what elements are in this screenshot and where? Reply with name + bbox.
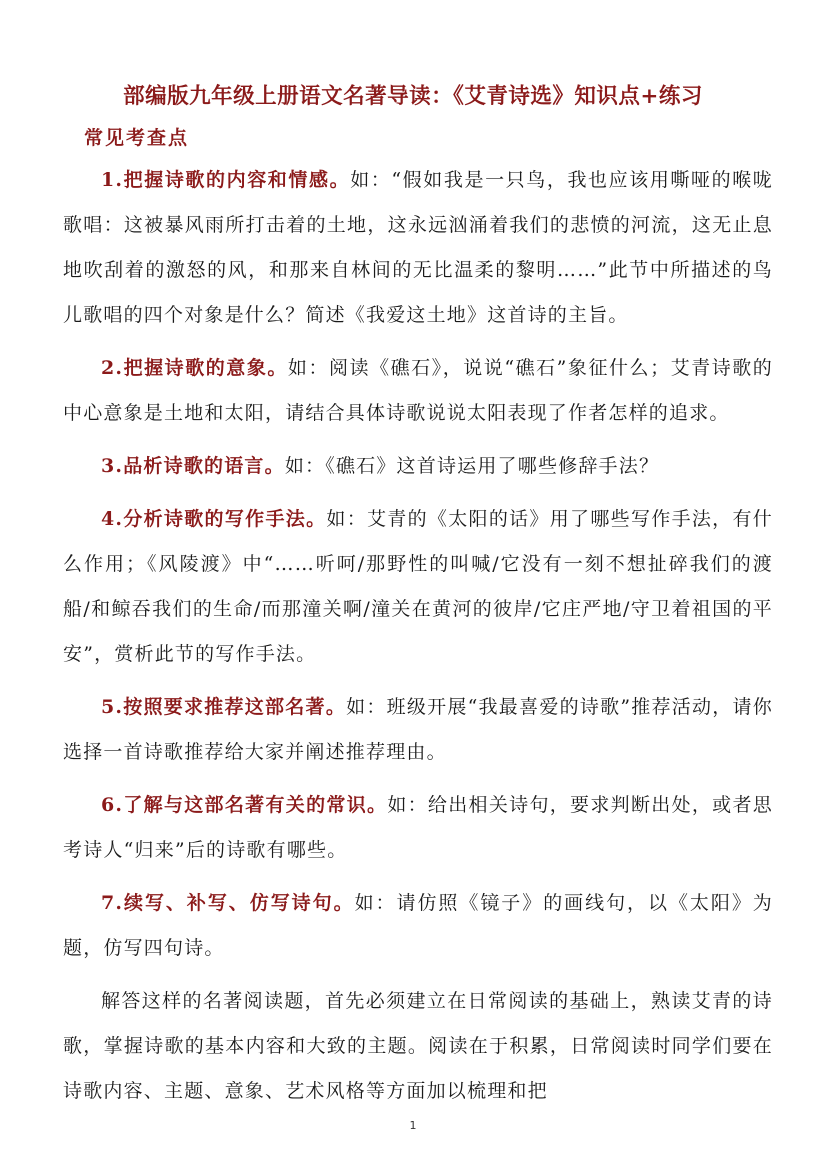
item-label: 5.按照要求推荐这部名著。 (101, 696, 347, 718)
list-item-7 (63, 881, 773, 971)
item-text: 如：“假如我是一只鸟，我也应该用嘶哑的喉咙歌唱：这被暴风雨所打击着的土地，这永远汹涌着我们的悲愤的河流，这无止息地吹刮着的激怒的风，和那来自林间的无比温柔的黎明……”此节中所描述的鸟儿歌唱的四个对象是什么？简述《我爱这土地》这首诗的主旨。 (63, 169, 774, 326)
item-label: 6.了解与这部名著有关的常识。 (101, 794, 388, 816)
document-body (63, 158, 773, 1114)
item-text: 如：《礁石》这首诗运用了哪些修辞手法？ (284, 455, 660, 477)
page-number: 1 (409, 1119, 417, 1132)
item-label: 3.品析诗歌的语言。 (101, 455, 285, 477)
list-item-4 (63, 497, 773, 677)
list-item-2 (63, 346, 773, 436)
list-item-6 (63, 783, 773, 873)
item-text: 如：班级开展“我最喜爱的诗歌”推荐活动，请你选择一首诗歌推荐给大家并阐述推荐理由。 (63, 696, 774, 763)
item-text: 如：艾青的《太阳的话》用了哪些写作手法，有什么作用；《风陵渡》中“……听呵/那野性的叫喊/它没有一刻不想扯碎我们的渡船/和鲸吞我们的生命/而那潼关啊/潼关在黄河的彼岸/它庄严地/守卫着祖国的平安”，赏析此节的写作手法。 (63, 508, 773, 665)
item-label: 2.把握诗歌的意象。 (101, 357, 288, 379)
section-heading: 常见考查点 (84, 127, 190, 149)
list-item-5 (63, 685, 773, 775)
item-label: 4.分析诗歌的写作手法。 (101, 508, 327, 530)
closing-paragraph: 解答这样的名著阅读题，首先必须建立在日常阅读的基础上，熟读艾青的诗歌，掌握诗歌的基本内容和大致的主题。阅读在于积累，日常阅读时同学们要在诗歌内容、主题、意象、艺术风格等方面加以梳理和把 (63, 990, 773, 1102)
item-text: 如：给出相关诗句，要求判断出处，或者思考诗人“归来”后的诗歌有哪些。 (63, 794, 773, 861)
list-item-3 (63, 444, 773, 489)
document-title: 部编版九年级上册语文名著导读：《艾青诗选》知识点+练习 (123, 84, 703, 109)
item-text: 如：阅读《礁石》，说说“礁石”象征什么；艾青诗歌的中心意象是土地和太阳，请结合具体诗歌说说太阳表现了作者怎样的追求。 (63, 357, 773, 424)
item-text: 如：请仿照《镜子》的画线句，以《太阳》为题，仿写四句诗。 (63, 892, 773, 959)
item-label: 1.把握诗歌的内容和情感。 (101, 169, 351, 191)
list-item-1 (63, 158, 773, 338)
item-label: 7.续写、补写、仿写诗句。 (101, 892, 355, 914)
